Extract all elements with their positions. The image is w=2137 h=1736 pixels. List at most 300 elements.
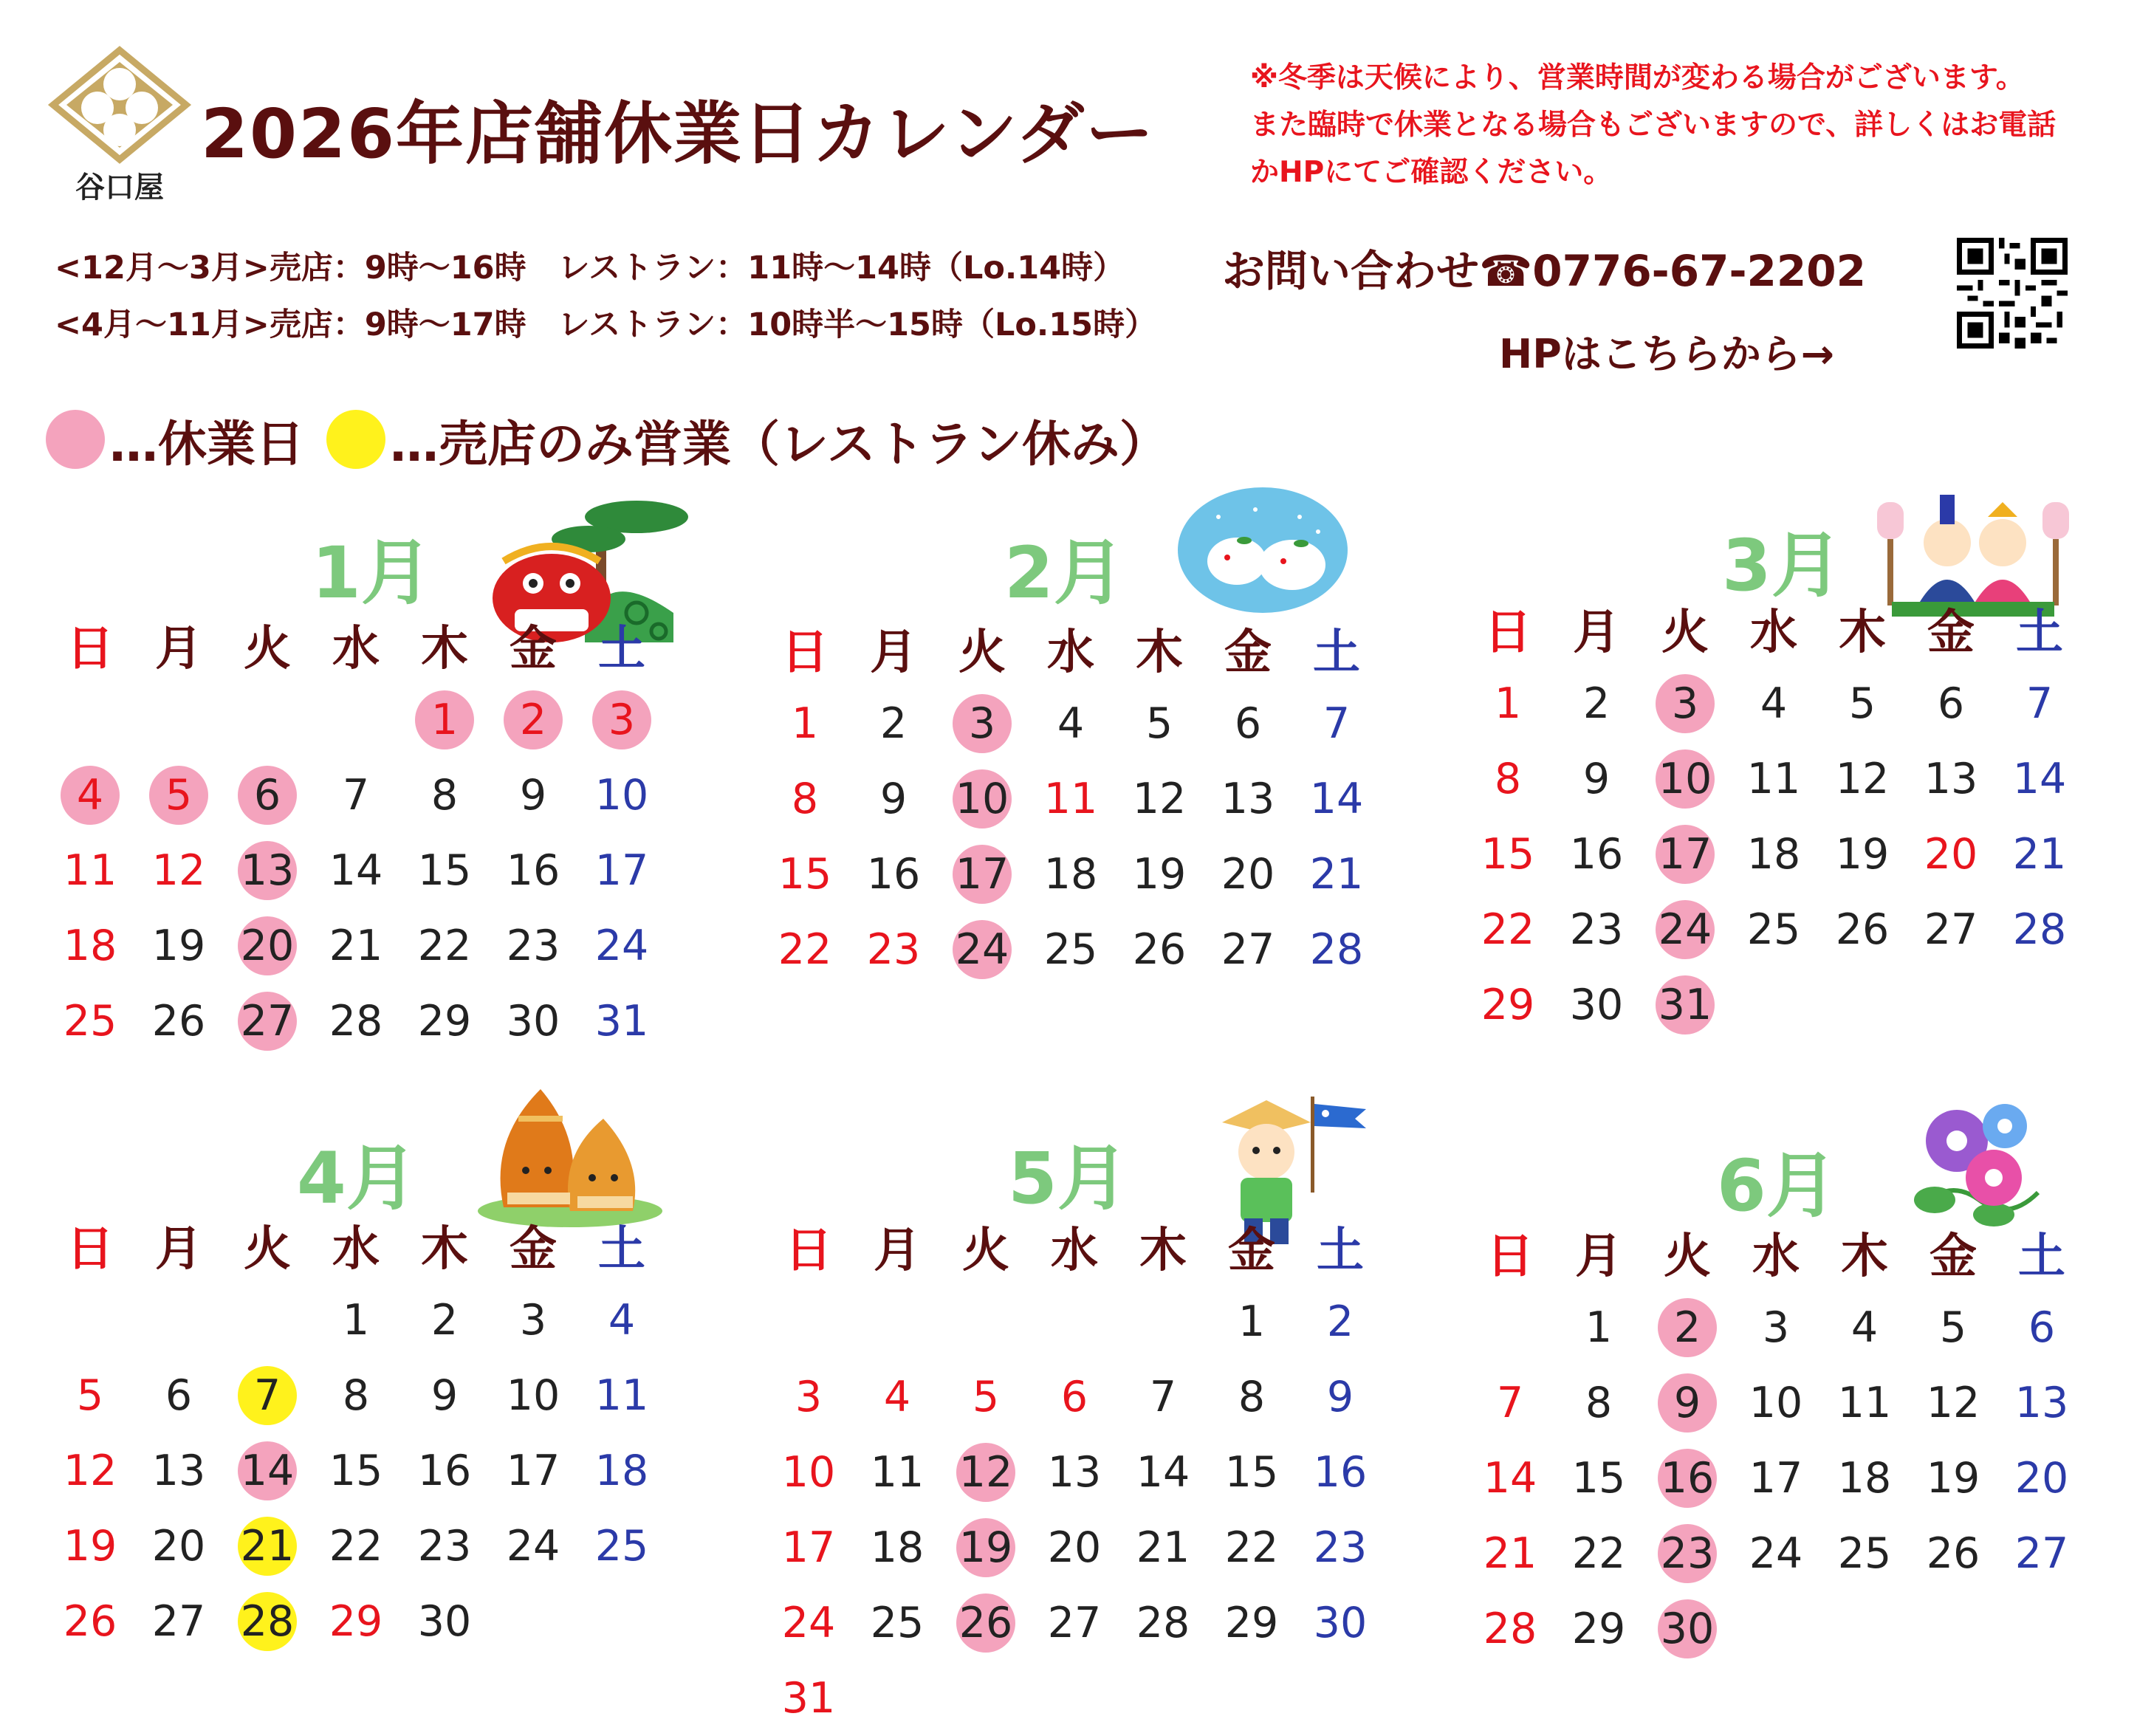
- day-cell: [1207, 1585, 1296, 1661]
- day-number: 24: [594, 922, 649, 970]
- weekday-label: 月: [1575, 1229, 1622, 1284]
- day-number: 10: [1749, 1379, 1803, 1427]
- weekday-header: [1466, 1215, 2137, 1290]
- day-cell: [941, 1661, 1030, 1736]
- day-number: 21: [1136, 1523, 1190, 1572]
- day-number: 28: [240, 1597, 295, 1646]
- weekday-label: 金: [510, 1222, 557, 1277]
- week-row: [46, 908, 755, 984]
- day-number: 12: [1835, 755, 1890, 803]
- day-number: 19: [63, 1522, 117, 1571]
- day-cell: [1818, 967, 1907, 1043]
- day-cell: [853, 1359, 941, 1435]
- day-cell: [764, 1284, 853, 1359]
- day-number: 16: [866, 850, 921, 899]
- weekday-label: 火: [958, 625, 1006, 680]
- day-cell: [46, 1283, 134, 1358]
- day-cell: [1207, 1284, 1296, 1359]
- day-cell: [853, 1284, 941, 1359]
- day-number: 29: [329, 1597, 383, 1646]
- day-number: 1: [1238, 1297, 1266, 1346]
- day-cell: [1119, 1359, 1207, 1435]
- day-number: 18: [870, 1523, 925, 1572]
- day-cell: [1296, 1284, 1385, 1359]
- day-cell: [1030, 1284, 1119, 1359]
- day-number: 22: [417, 922, 472, 970]
- weekday-label: 水: [1750, 605, 1797, 660]
- day-cell: [1552, 892, 1641, 967]
- day-number: 24: [1658, 905, 1712, 954]
- day-number: 14: [2012, 755, 2067, 803]
- day-number: 5: [972, 1373, 1000, 1421]
- calendar-grid: [1466, 1215, 2137, 1667]
- day-number: 23: [506, 922, 560, 970]
- week-row: [1464, 741, 2137, 817]
- day-cell: [577, 1283, 666, 1358]
- day-cell: [400, 1584, 489, 1659]
- day-cell: [1207, 1435, 1296, 1510]
- day-cell: [312, 984, 400, 1059]
- week-row: [1466, 1591, 2137, 1667]
- day-cell: [1030, 1435, 1119, 1510]
- day-number: 7: [1149, 1373, 1177, 1421]
- logo-diamond-icon: [46, 46, 193, 164]
- day-cell: [312, 682, 400, 758]
- day-number: 12: [1926, 1379, 1980, 1427]
- day-number: 26: [1132, 925, 1187, 974]
- day-cell: [1997, 1441, 2086, 1516]
- day-number: 6: [165, 1371, 193, 1420]
- day-number: 10: [506, 1371, 560, 1420]
- day-number: 1: [342, 1296, 370, 1345]
- legend-shop-only-swatch: [326, 410, 385, 469]
- day-cell: [853, 1510, 941, 1585]
- day-cell: [764, 1435, 853, 1510]
- month-title: 3月: [1722, 524, 1842, 607]
- day-number: 15: [1481, 830, 1535, 879]
- day-cell: [223, 908, 312, 984]
- calendar-grid: [46, 607, 755, 1059]
- day-number: 2: [1582, 679, 1611, 728]
- week-row: [761, 686, 1469, 761]
- day-number: 2: [1326, 1297, 1354, 1346]
- day-cell: [1026, 837, 1115, 912]
- day-cell: [1552, 817, 1641, 892]
- month-title: 6月: [1717, 1145, 1837, 1227]
- day-number: 17: [781, 1523, 836, 1572]
- company-logo: [46, 46, 193, 208]
- day-cell: [223, 682, 312, 758]
- day-cell: [1554, 1441, 1643, 1516]
- day-number: 4: [1760, 679, 1788, 728]
- day-number: 31: [594, 997, 649, 1046]
- day-number: 21: [1483, 1529, 1537, 1578]
- day-number: 15: [329, 1447, 383, 1495]
- day-cell: [941, 1585, 1030, 1661]
- weekday-label: 火: [1661, 605, 1709, 660]
- day-number: 18: [1837, 1454, 1892, 1503]
- weekday-label: 木: [421, 1222, 468, 1277]
- day-number: 16: [417, 1447, 472, 1495]
- day-number: 18: [1043, 850, 1098, 899]
- day-cell: [577, 833, 666, 908]
- day-cell: [761, 761, 849, 837]
- calendar-grid: [764, 1209, 1473, 1736]
- day-number: 11: [1837, 1379, 1892, 1427]
- day-number: 6: [2028, 1303, 2056, 1352]
- day-number: 25: [63, 997, 117, 1046]
- weekday-label: 水: [1752, 1229, 1800, 1284]
- day-cell: [1552, 666, 1641, 741]
- day-cell: [1115, 761, 1204, 837]
- day-number: 27: [240, 997, 295, 1046]
- day-number: 23: [1660, 1529, 1715, 1578]
- day-cell: [223, 1584, 312, 1659]
- day-cell: [46, 1358, 134, 1433]
- bamboo-shoot-icon: [474, 1074, 666, 1229]
- weekday-header: [1464, 591, 2137, 666]
- day-number: 5: [1145, 699, 1173, 748]
- day-number: 5: [76, 1371, 104, 1420]
- day-cell: [1907, 967, 1995, 1043]
- day-number: 25: [1043, 925, 1098, 974]
- day-cell: [1729, 892, 1818, 967]
- day-number: 28: [1483, 1605, 1537, 1653]
- weekday-label: 金: [1927, 605, 1975, 660]
- day-number: 16: [1569, 830, 1624, 879]
- day-number: 3: [519, 1296, 547, 1345]
- month-june: [1466, 1130, 2137, 1691]
- day-number: 20: [1221, 850, 1275, 899]
- day-cell: [46, 908, 134, 984]
- day-number: 4: [1850, 1303, 1879, 1352]
- day-cell: [134, 984, 223, 1059]
- day-number: 8: [342, 1371, 370, 1420]
- weekday-label: 日: [1486, 1229, 1534, 1284]
- day-cell: [1909, 1516, 1997, 1591]
- hp-link[interactable]: HPはこちらから→: [1499, 331, 1835, 377]
- day-cell: [400, 984, 489, 1059]
- day-number: 19: [1835, 830, 1890, 879]
- legend-shop-only-label: …売店のみ営業（レストラン休み）: [390, 415, 1169, 473]
- day-cell: [1997, 1290, 2086, 1365]
- weekday-label: 日: [66, 1222, 114, 1277]
- week-row: [46, 1283, 755, 1358]
- week-row: [46, 984, 755, 1059]
- day-number: 7: [1323, 699, 1351, 748]
- day-cell: [1909, 1441, 1997, 1516]
- day-number: 27: [1924, 905, 1978, 954]
- legend-closed-label: …休業日: [109, 415, 304, 473]
- week-row: [46, 833, 755, 908]
- month-march: [1464, 510, 2137, 1071]
- snow-rabbit-icon: [1174, 480, 1351, 613]
- weekday-label: 水: [332, 622, 380, 676]
- qr-code-icon[interactable]: [1957, 238, 2068, 349]
- day-cell: [46, 758, 134, 833]
- week-row: [1466, 1441, 2137, 1516]
- week-row: [764, 1435, 1473, 1510]
- day-number: 5: [1939, 1303, 1967, 1352]
- day-cell: [1820, 1516, 1909, 1591]
- day-cell: [1119, 1510, 1207, 1585]
- day-cell: [223, 1433, 312, 1509]
- weekday-header: [764, 1209, 1473, 1284]
- week-row: [1464, 666, 2137, 741]
- day-number: 17: [594, 846, 649, 895]
- day-cell: [223, 984, 312, 1059]
- weekday-label: 月: [870, 625, 917, 680]
- day-number: 10: [594, 771, 649, 820]
- day-cell: [1641, 967, 1729, 1043]
- day-number: 7: [2025, 679, 2054, 728]
- day-cell: [1732, 1516, 1820, 1591]
- day-cell: [1026, 686, 1115, 761]
- day-cell: [1204, 912, 1292, 987]
- day-cell: [764, 1359, 853, 1435]
- day-number: 3: [795, 1373, 823, 1421]
- day-number: 20: [151, 1522, 206, 1571]
- day-cell: [1464, 666, 1552, 741]
- day-number: 13: [1047, 1448, 1102, 1497]
- day-cell: [1907, 741, 1995, 817]
- day-cell: [46, 984, 134, 1059]
- day-cell: [1296, 1510, 1385, 1585]
- day-number: 6: [1060, 1373, 1088, 1421]
- day-cell: [1909, 1591, 1997, 1667]
- day-cell: [1030, 1510, 1119, 1585]
- day-number: 17: [1749, 1454, 1803, 1503]
- week-row: [46, 758, 755, 833]
- day-number: 4: [883, 1373, 911, 1421]
- day-number: 27: [1221, 925, 1275, 974]
- day-cell: [1466, 1516, 1554, 1591]
- day-cell: [1292, 761, 1381, 837]
- day-cell: [1204, 686, 1292, 761]
- contact-phone: お問い合わせ☎0776-67-2202: [1222, 246, 1866, 296]
- weekday-label: 金: [1228, 1224, 1275, 1278]
- day-number: 2: [431, 1296, 459, 1345]
- day-number: 2: [1673, 1303, 1701, 1352]
- month-title: 4月: [297, 1137, 417, 1220]
- day-cell: [1119, 1284, 1207, 1359]
- day-cell: [849, 912, 938, 987]
- legend-closed-swatch: [46, 410, 105, 469]
- day-cell: [1907, 892, 1995, 967]
- day-number: 8: [1494, 755, 1522, 803]
- day-number: 13: [2014, 1379, 2069, 1427]
- day-number: 26: [958, 1599, 1013, 1647]
- day-number: 30: [1660, 1605, 1715, 1653]
- day-cell: [761, 686, 849, 761]
- day-cell: [1026, 761, 1115, 837]
- day-cell: [1729, 666, 1818, 741]
- weekday-label: 土: [598, 622, 645, 676]
- day-cell: [489, 984, 577, 1059]
- day-cell: [1732, 1290, 1820, 1365]
- day-number: 24: [506, 1522, 560, 1571]
- hours-summer: <4月～11月>売店：9時～17時 レストラン：10時半～15時（Lo.15時）: [55, 306, 1157, 343]
- day-cell: [489, 1358, 577, 1433]
- day-cell: [400, 758, 489, 833]
- day-cell: [1995, 817, 2084, 892]
- day-number: 23: [417, 1522, 472, 1571]
- day-number: 14: [1136, 1448, 1190, 1497]
- day-number: 12: [63, 1447, 117, 1495]
- day-cell: [1554, 1516, 1643, 1591]
- day-cell: [134, 833, 223, 908]
- day-number: 25: [594, 1522, 649, 1571]
- day-cell: [1818, 892, 1907, 967]
- day-number: 7: [342, 771, 370, 820]
- day-number: 12: [151, 846, 206, 895]
- day-cell: [577, 1433, 666, 1509]
- week-row: [46, 1358, 755, 1433]
- day-cell: [1820, 1290, 1909, 1365]
- day-number: 18: [594, 1447, 649, 1495]
- day-number: 8: [791, 775, 819, 823]
- day-cell: [938, 837, 1026, 912]
- day-number: 30: [1313, 1599, 1368, 1647]
- day-cell: [853, 1661, 941, 1736]
- day-cell: [134, 1358, 223, 1433]
- day-number: 10: [1658, 755, 1712, 803]
- day-number: 29: [417, 997, 472, 1046]
- day-cell: [400, 1283, 489, 1358]
- day-number: 23: [866, 925, 921, 974]
- morning-glory-icon: [1905, 1089, 2053, 1229]
- day-number: 15: [417, 846, 472, 895]
- day-cell: [1907, 817, 1995, 892]
- day-cell: [1115, 837, 1204, 912]
- day-cell: [1030, 1661, 1119, 1736]
- day-number: 12: [958, 1448, 1013, 1497]
- day-cell: [46, 1509, 134, 1584]
- day-number: 17: [1658, 830, 1712, 879]
- day-cell: [1643, 1441, 1732, 1516]
- day-cell: [46, 1584, 134, 1659]
- day-number: 18: [63, 922, 117, 970]
- day-number: 29: [1481, 981, 1535, 1029]
- day-number: 3: [968, 699, 996, 748]
- day-cell: [577, 1509, 666, 1584]
- day-number: 9: [879, 775, 908, 823]
- day-number: 20: [1924, 830, 1978, 879]
- day-number: 7: [1496, 1379, 1524, 1427]
- day-cell: [223, 1509, 312, 1584]
- day-number: 24: [955, 925, 1009, 974]
- day-number: 27: [151, 1597, 206, 1646]
- day-cell: [489, 908, 577, 984]
- calendar-grid: [761, 611, 1469, 987]
- day-cell: [134, 682, 223, 758]
- day-number: 18: [1746, 830, 1801, 879]
- day-number: 22: [778, 925, 832, 974]
- day-number: 19: [958, 1523, 1013, 1572]
- day-number: 2: [519, 696, 547, 744]
- business-hours: [55, 240, 1156, 354]
- day-cell: [489, 1433, 577, 1509]
- day-number: 17: [955, 850, 1009, 899]
- day-number: 1: [1494, 679, 1522, 728]
- weekday-label: 水: [332, 1222, 380, 1277]
- day-cell: [489, 833, 577, 908]
- day-number: 15: [1224, 1448, 1279, 1497]
- day-cell: [1641, 741, 1729, 817]
- day-number: 16: [1313, 1448, 1368, 1497]
- day-cell: [1464, 892, 1552, 967]
- day-cell: [1643, 1365, 1732, 1441]
- day-number: 28: [1309, 925, 1364, 974]
- weekday-label: 月: [155, 622, 202, 676]
- day-number: 21: [1309, 850, 1364, 899]
- day-cell: [312, 833, 400, 908]
- week-row: [764, 1585, 1473, 1661]
- day-cell: [1995, 666, 2084, 741]
- month-title: 1月: [312, 532, 432, 614]
- day-number: 26: [1835, 905, 1890, 954]
- day-cell: [46, 682, 134, 758]
- day-cell: [577, 1358, 666, 1433]
- day-number: 27: [1047, 1599, 1102, 1647]
- day-number: 19: [1926, 1454, 1980, 1503]
- calendar-grid: [46, 1207, 755, 1659]
- day-cell: [489, 1283, 577, 1358]
- hours-winter: <12月～3月>売店：9時～16時 レストラン：11時～14時（Lo.14時）: [55, 250, 1125, 287]
- day-cell: [400, 833, 489, 908]
- day-cell: [938, 761, 1026, 837]
- day-cell: [1292, 912, 1381, 987]
- day-cell: [223, 758, 312, 833]
- week-row: [46, 1509, 755, 1584]
- day-cell: [1643, 1516, 1732, 1591]
- week-row: [764, 1359, 1473, 1435]
- day-cell: [312, 758, 400, 833]
- day-number: 4: [1057, 699, 1085, 748]
- day-number: 16: [1660, 1454, 1715, 1503]
- day-number: 20: [240, 922, 295, 970]
- day-cell: [1464, 741, 1552, 817]
- day-cell: [1997, 1591, 2086, 1667]
- weekday-label: 土: [1317, 1224, 1364, 1278]
- day-cell: [1995, 892, 2084, 967]
- notice-line: かHPにてご確認ください。: [1250, 156, 1613, 189]
- day-cell: [1030, 1359, 1119, 1435]
- day-cell: [1729, 817, 1818, 892]
- day-number: 20: [2014, 1454, 2069, 1503]
- week-row: [761, 761, 1469, 837]
- week-row: [761, 912, 1469, 987]
- day-number: 26: [1926, 1529, 1980, 1578]
- day-number: 11: [1746, 755, 1801, 803]
- day-cell: [577, 984, 666, 1059]
- day-number: 10: [955, 775, 1009, 823]
- day-cell: [489, 1509, 577, 1584]
- day-number: 3: [1762, 1303, 1790, 1352]
- weekday-label: 日: [785, 1224, 832, 1278]
- day-cell: [1909, 1290, 1997, 1365]
- day-cell: [1818, 741, 1907, 817]
- day-cell: [1296, 1435, 1385, 1510]
- weekday-label: 水: [1047, 625, 1094, 680]
- day-cell: [1464, 817, 1552, 892]
- weekday-label: 月: [1573, 605, 1620, 660]
- day-cell: [1818, 666, 1907, 741]
- day-number: 11: [870, 1448, 925, 1497]
- day-number: 13: [151, 1447, 206, 1495]
- day-cell: [400, 1433, 489, 1509]
- day-cell: [941, 1435, 1030, 1510]
